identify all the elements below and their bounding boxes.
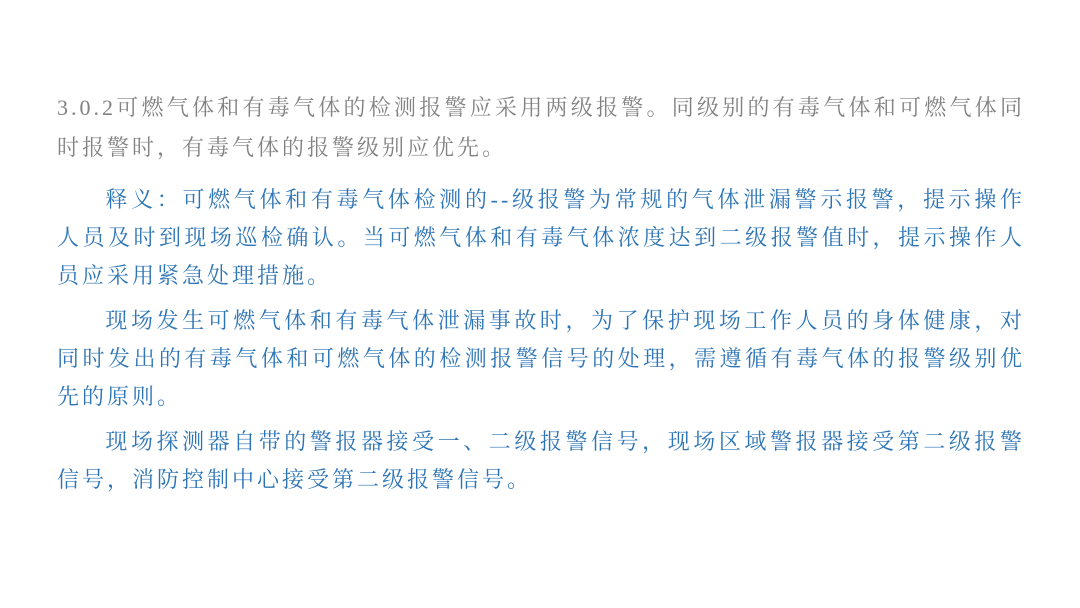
clause-3-0-2-text: 3.0.2可燃气体和有毒气体的检测报警应采用两级报警。同级别的有毒气体和可燃气体同时报警时，有毒气体的报警级别应优先。 [57,95,1025,160]
explanation-paragraph-3: 现场探测器自带的警报器接受一、二级报警信号，现场区域警报器接受第二级报警信号，消防控制中心接受第二级报警信号。 [57,429,1025,492]
explanation-paragraph-2: 现场发生可燃气体和有毒气体泄漏事故时，为了保护现场工作人员的身体健康，对同时发出的有毒气体和可燃气体的检测报警信号的处理，需遵循有毒气体的报警级别优先的原则。 [57,308,1025,409]
document-body [57,88,1025,506]
explanation-paragraph-1: 释义：可燃气体和有毒气体检测的--级报警为常规的气体泄漏警示报警，提示操作人员及时到现场巡检确认。当可燃气体和有毒气体浓度达到二级报警值时，提示操作人员应采用紧急处理措施。 [57,187,1025,288]
